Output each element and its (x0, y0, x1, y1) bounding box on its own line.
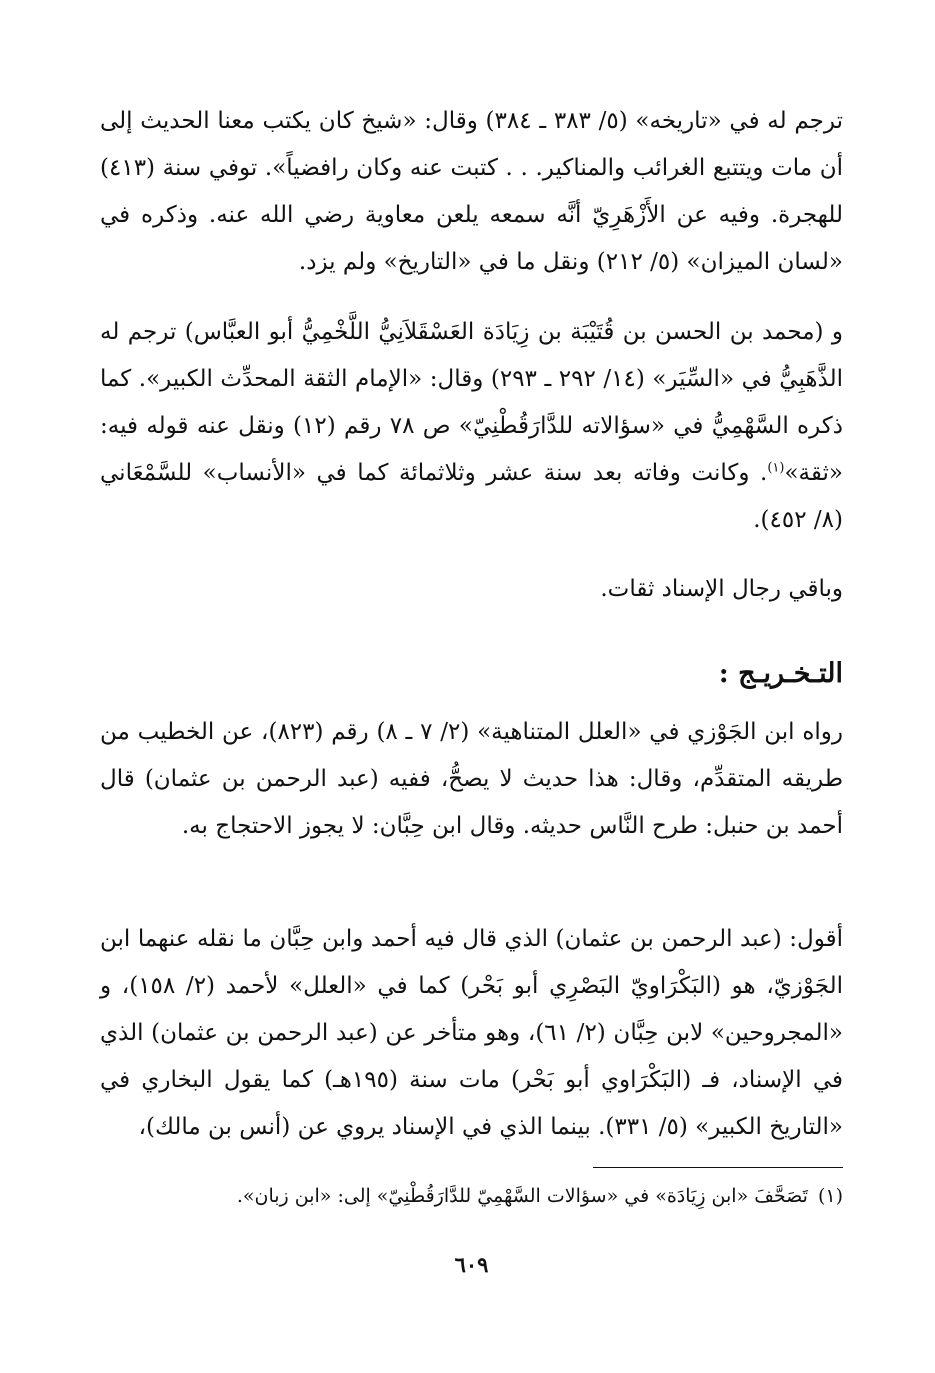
paragraph-takhrij: رواه ابن الجَوْزي في «العلل المتناهية» (٢/ ٧ ـ ٨) رقم (٨٢٣)، عن الخطيب من طريقه المتقدِّم، وقال: هذا حديث لا يصحُّ، ففيه (عبد الرحمن بن عثمان) قال أحمد بن حنبل: طرح النَّاس حديثه. وقال ابن حِبَّان: لا يجوز الاحتجاج به. (100, 719, 843, 839)
section-heading-takhrij: التـخـريـج : (718, 658, 843, 689)
paragraph-narrators-note: وباقي رجال الإسناد ثقات. (600, 576, 843, 602)
page-number: ٦٠٩ (454, 1252, 489, 1277)
footnote-divider (593, 1167, 843, 1168)
paragraph-author-comment: أقول: (عبد الرحمن بن عثمان) الذي قال فيه أحمد وابن حِبَّان ما نقله عنهما ابن الجَوْزيّ، هو (البَكْرَاويّ البَصْرِي أبو بَحْر) كما في «العلل» لأحمد (٢/ ١٥٨)، و «المجروحين» لابن حِبَّان (٢/ ٦١)، وهو متأخر عن (عبد الرحمن بن عثمان) الذي في الإسناد، فـ (البَكْرَاوي أبو بَحْر) مات سنة (١٩٥هـ) كما يقول البخاري في «التاريخ الكبير» (٥/ ٣٣١). بينما الذي في الإسناد يروي عن (أنس بن مالك)، (100, 926, 844, 1140)
footnote (100, 1181, 843, 1211)
book-page (100, 0, 843, 1373)
paragraph-text: . وكانت وفاته بعد سنة عشر وثلاثمائة كما في «الأنساب» للسَّمْعَاني (٨/ ٤٥٢). (100, 460, 843, 533)
paragraph-text: و (محمد بن الحسن بن قُتَيْبَة بن زِيَادَة العَسْقَلاَنِيُّ اللَّخْمِيُّ أبو العبَّاس) ترجم له الذَّهَبِيُّ في «السِّيَر» (١٤/ ٢٩٢ ـ ٢٩٣) وقال: «الإمام الثقة المحدِّث الكبير». كما ذكره السَّهْمِيُّ في «سؤالاته للدَّارَقُطْنِيّ» ص ٧٨ رقم (١٢) ونقل عنه قوله فيه: «ثقة» (100, 319, 843, 486)
footnote-reference[interactable]: (١) (767, 460, 785, 476)
paragraph-biography-1: ترجم له في «تاريخه» (٥/ ٣٨٣ ـ ٣٨٤) وقال: «شيخ كان يكتب معنا الحديث إلى أن مات ويتتبع الغرائب والمناكير. . . كتبت عنه وكان رافضياً». توفي سنة (٤١٣) للهجرة. وفيه عن الأَزْهَرِيّ أنَّه سمعه يلعن معاوية رضي الله عنه. وذكره في «لسان الميزان» (٥/ ٢١٢) ونقل ما في «التاريخ» ولم يزد. (100, 108, 843, 275)
paragraph-biography-2 (100, 309, 843, 544)
footnote-marker: (١) (817, 1185, 843, 1207)
footnote-text: تَصَحَّفَ «ابن زِيَادَة» في «سؤالات السَّهْمِيّ للدَّارَقُطْنِيّ» إلى: «ابن زبان». (236, 1185, 808, 1207)
